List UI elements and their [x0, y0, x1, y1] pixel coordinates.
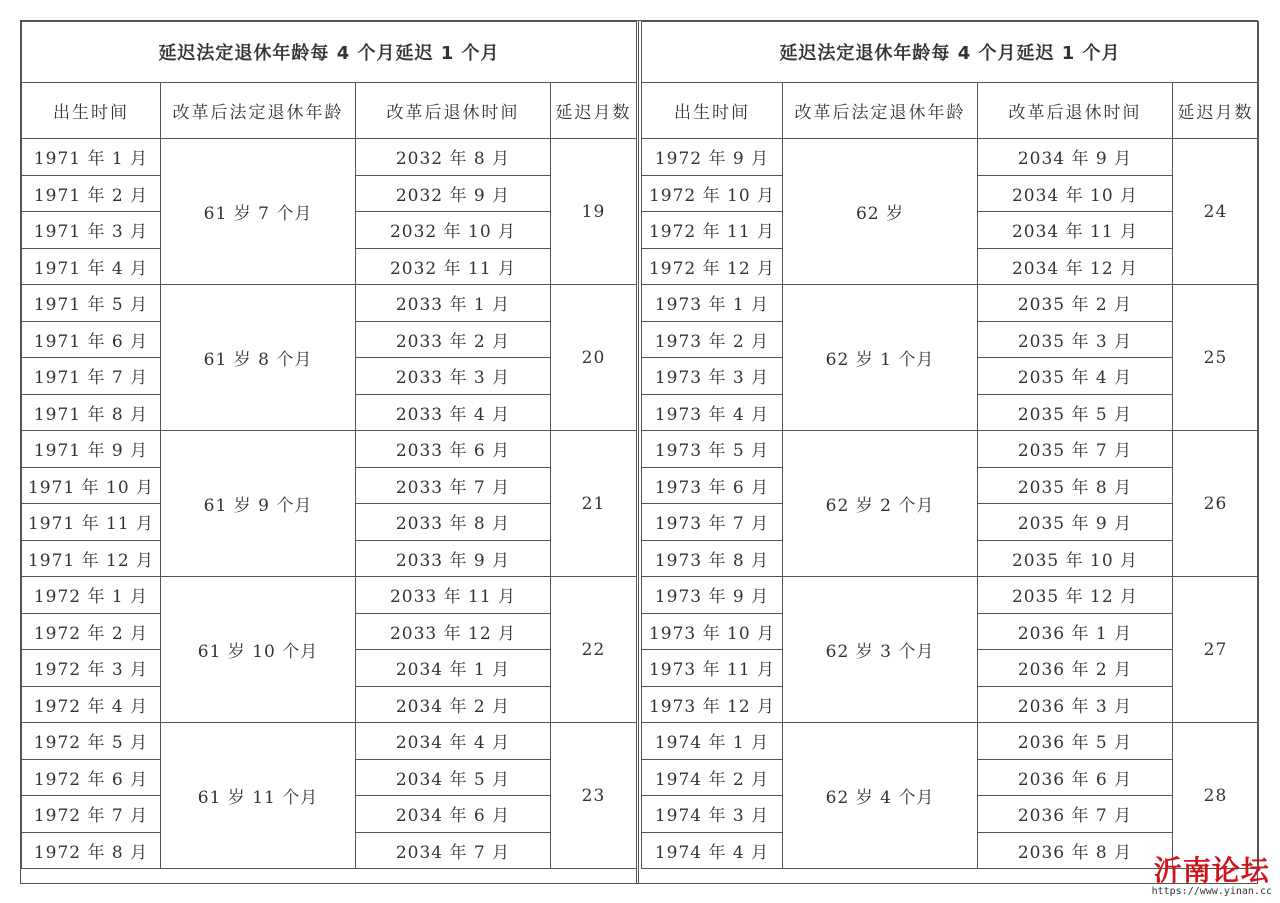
birth-date-cell: 1974 年 3 月: [642, 796, 783, 833]
table-row: [642, 577, 1259, 614]
table-row: [22, 139, 637, 176]
retirement-time-cell: 2034 年 5 月: [356, 759, 551, 796]
birth-date-cell: 1971 年 2 月: [22, 175, 161, 212]
retirement-age-cell: 61 岁 7 个月: [161, 139, 356, 285]
birth-date-cell: 1972 年 7 月: [22, 796, 161, 833]
birth-date-cell: 1971 年 4 月: [22, 248, 161, 285]
retirement-time-cell: 2033 年 8 月: [356, 504, 551, 541]
table-row: [22, 723, 637, 760]
retirement-age-cell: 62 岁: [783, 139, 978, 285]
birth-date-cell: 1973 年 12 月: [642, 686, 783, 723]
birth-date-cell: 1972 年 1 月: [22, 577, 161, 614]
retirement-time-cell: 2035 年 8 月: [978, 467, 1173, 504]
delay-months-cell: 24: [1173, 139, 1259, 285]
birth-date-cell: 1972 年 8 月: [22, 832, 161, 869]
retirement-time-cell: 2036 年 7 月: [978, 796, 1173, 833]
delay-months-cell: 28: [1173, 723, 1259, 869]
birth-date-cell: 1973 年 5 月: [642, 431, 783, 468]
header-retirement-age: 改革后法定退休年龄: [161, 83, 356, 139]
birth-date-cell: 1973 年 6 月: [642, 467, 783, 504]
retirement-time-cell: 2034 年 7 月: [356, 832, 551, 869]
retirement-time-cell: 2034 年 1 月: [356, 650, 551, 687]
watermark-logo: 沂南论坛: [1153, 854, 1270, 887]
birth-date-cell: 1971 年 1 月: [22, 139, 161, 176]
table-title: 延迟法定退休年龄每 4 个月延迟 1 个月: [22, 22, 637, 83]
right-panel: [641, 21, 1259, 869]
retirement-table-right: [641, 21, 1259, 869]
table-row: [22, 431, 637, 468]
header-birth-date: 出生时间: [22, 83, 161, 139]
retirement-time-cell: 2033 年 2 月: [356, 321, 551, 358]
birth-date-cell: 1971 年 7 月: [22, 358, 161, 395]
retirement-time-cell: 2034 年 9 月: [978, 139, 1173, 176]
retirement-time-cell: 2033 年 7 月: [356, 467, 551, 504]
birth-date-cell: 1973 年 3 月: [642, 358, 783, 395]
delay-months-cell: 20: [551, 285, 637, 431]
table-row: [642, 285, 1259, 322]
table-row: [642, 723, 1259, 760]
birth-date-cell: 1971 年 9 月: [22, 431, 161, 468]
birth-date-cell: 1971 年 6 月: [22, 321, 161, 358]
birth-date-cell: 1973 年 7 月: [642, 504, 783, 541]
retirement-time-cell: 2036 年 2 月: [978, 650, 1173, 687]
birth-date-cell: 1972 年 11 月: [642, 212, 783, 249]
retirement-time-cell: 2033 年 12 月: [356, 613, 551, 650]
birth-date-cell: 1973 年 11 月: [642, 650, 783, 687]
retirement-time-cell: 2034 年 4 月: [356, 723, 551, 760]
birth-date-cell: 1974 年 1 月: [642, 723, 783, 760]
table-body: [642, 139, 1259, 869]
delay-months-cell: 22: [551, 577, 637, 723]
table-title: 延迟法定退休年龄每 4 个月延迟 1 个月: [642, 22, 1259, 83]
delay-months-cell: 27: [1173, 577, 1259, 723]
retirement-time-cell: 2036 年 1 月: [978, 613, 1173, 650]
table-row: [22, 285, 637, 322]
birth-date-cell: 1971 年 10 月: [22, 467, 161, 504]
retirement-age-cell: 61 岁 11 个月: [161, 723, 356, 869]
retirement-time-cell: 2033 年 3 月: [356, 358, 551, 395]
retirement-age-cell: 62 岁 4 个月: [783, 723, 978, 869]
birth-date-cell: 1972 年 10 月: [642, 175, 783, 212]
retirement-time-cell: 2035 年 3 月: [978, 321, 1173, 358]
retirement-time-cell: 2033 年 1 月: [356, 285, 551, 322]
birth-date-cell: 1973 年 8 月: [642, 540, 783, 577]
birth-date-cell: 1972 年 6 月: [22, 759, 161, 796]
header-birth-date: 出生时间: [642, 83, 783, 139]
retirement-time-cell: 2036 年 3 月: [978, 686, 1173, 723]
retirement-age-cell: 61 岁 10 个月: [161, 577, 356, 723]
retirement-time-cell: 2032 年 10 月: [356, 212, 551, 249]
header-retirement-time: 改革后退休时间: [978, 83, 1173, 139]
retirement-table-left: [21, 21, 637, 869]
birth-date-cell: 1972 年 12 月: [642, 248, 783, 285]
retirement-time-cell: 2036 年 8 月: [978, 832, 1173, 869]
birth-date-cell: 1972 年 9 月: [642, 139, 783, 176]
retirement-time-cell: 2033 年 4 月: [356, 394, 551, 431]
retirement-time-cell: 2035 年 12 月: [978, 577, 1173, 614]
retirement-time-cell: 2035 年 5 月: [978, 394, 1173, 431]
retirement-time-cell: 2034 年 2 月: [356, 686, 551, 723]
birth-date-cell: 1972 年 4 月: [22, 686, 161, 723]
birth-date-cell: 1974 年 2 月: [642, 759, 783, 796]
header-delay-months: 延迟月数: [1173, 83, 1259, 139]
header-retirement-age: 改革后法定退休年龄: [783, 83, 978, 139]
header-delay-months: 延迟月数: [551, 83, 637, 139]
delay-months-cell: 26: [1173, 431, 1259, 577]
forum-watermark: [1152, 856, 1272, 897]
retirement-time-cell: 2033 年 6 月: [356, 431, 551, 468]
birth-date-cell: 1972 年 2 月: [22, 613, 161, 650]
birth-date-cell: 1972 年 3 月: [22, 650, 161, 687]
delay-months-cell: 25: [1173, 285, 1259, 431]
retirement-time-cell: 2033 年 11 月: [356, 577, 551, 614]
retirement-time-cell: 2032 年 8 月: [356, 139, 551, 176]
birth-date-cell: 1971 年 3 月: [22, 212, 161, 249]
birth-date-cell: 1971 年 12 月: [22, 540, 161, 577]
delay-months-cell: 19: [551, 139, 637, 285]
table-body: [22, 139, 637, 869]
retirement-time-cell: 2034 年 10 月: [978, 175, 1173, 212]
retirement-time-cell: 2035 年 10 月: [978, 540, 1173, 577]
retirement-time-cell: 2034 年 12 月: [978, 248, 1173, 285]
retirement-time-cell: 2033 年 9 月: [356, 540, 551, 577]
retirement-age-cell: 61 岁 8 个月: [161, 285, 356, 431]
retirement-time-cell: 2035 年 7 月: [978, 431, 1173, 468]
birth-date-cell: 1973 年 4 月: [642, 394, 783, 431]
table-row: [642, 431, 1259, 468]
retirement-time-cell: 2036 年 5 月: [978, 723, 1173, 760]
table-row: [22, 577, 637, 614]
birth-date-cell: 1971 年 11 月: [22, 504, 161, 541]
delay-months-cell: 21: [551, 431, 637, 577]
birth-date-cell: 1972 年 5 月: [22, 723, 161, 760]
birth-date-cell: 1973 年 1 月: [642, 285, 783, 322]
retirement-age-cell: 62 岁 1 个月: [783, 285, 978, 431]
left-panel: [21, 21, 637, 869]
retirement-time-cell: 2032 年 9 月: [356, 175, 551, 212]
retirement-time-cell: 2036 年 6 月: [978, 759, 1173, 796]
birth-date-cell: 1974 年 4 月: [642, 832, 783, 869]
birth-date-cell: 1973 年 10 月: [642, 613, 783, 650]
birth-date-cell: 1973 年 9 月: [642, 577, 783, 614]
watermark-url: https://www.yinan.cc: [1151, 886, 1272, 897]
retirement-time-cell: 2035 年 9 月: [978, 504, 1173, 541]
retirement-time-cell: 2034 年 11 月: [978, 212, 1173, 249]
retirement-age-cell: 62 岁 2 个月: [783, 431, 978, 577]
retirement-age-cell: 62 岁 3 个月: [783, 577, 978, 723]
header-retirement-time: 改革后退休时间: [356, 83, 551, 139]
delay-months-cell: 23: [551, 723, 637, 869]
retirement-time-cell: 2035 年 2 月: [978, 285, 1173, 322]
birth-date-cell: 1971 年 8 月: [22, 394, 161, 431]
table-row: [642, 139, 1259, 176]
birth-date-cell: 1973 年 2 月: [642, 321, 783, 358]
retirement-time-cell: 2032 年 11 月: [356, 248, 551, 285]
retirement-time-cell: 2034 年 6 月: [356, 796, 551, 833]
retirement-age-cell: 61 岁 9 个月: [161, 431, 356, 577]
retirement-time-cell: 2035 年 4 月: [978, 358, 1173, 395]
birth-date-cell: 1971 年 5 月: [22, 285, 161, 322]
